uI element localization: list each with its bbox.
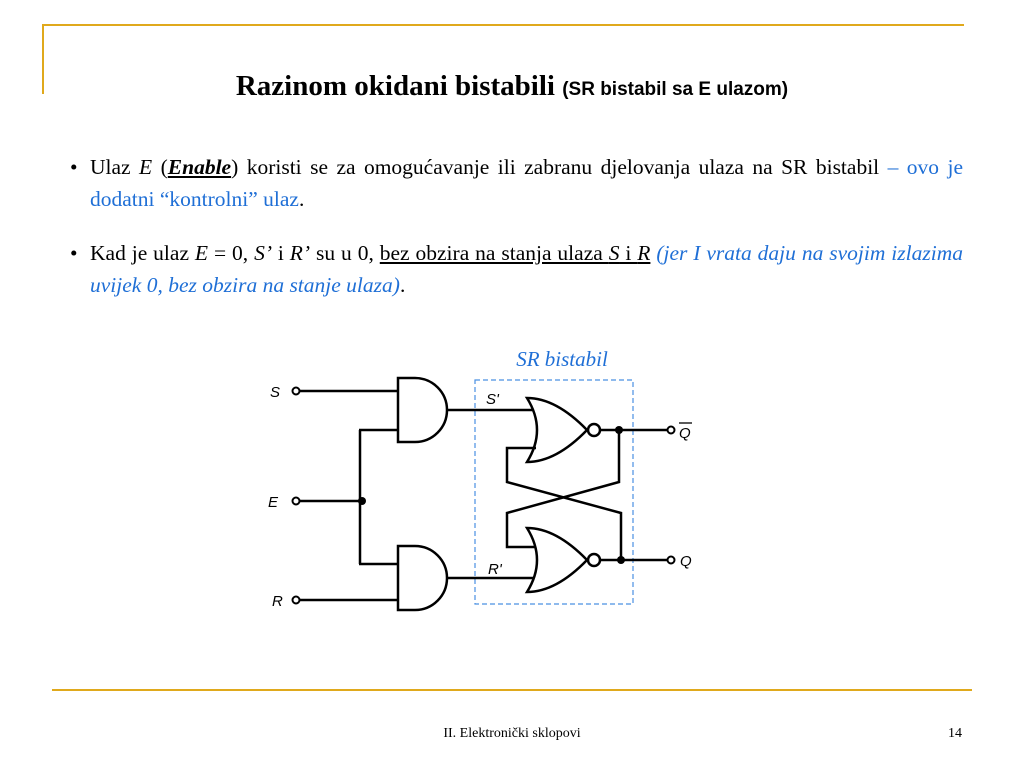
highlight-control-input: – ovo je dodatni “kontrolni” ulaz — [90, 155, 963, 211]
text-run: . — [298, 187, 305, 211]
terminal-s — [293, 388, 300, 395]
sr-latch-diagram — [250, 340, 730, 630]
text-run: . — [399, 273, 406, 297]
nor-gate-bottom — [527, 528, 587, 592]
symbol-r: R — [637, 241, 651, 265]
underlined-phrase — [380, 241, 651, 265]
symbol-r-prime: R’ — [289, 241, 311, 265]
symbol-s: S — [608, 241, 620, 265]
nor-top-bubble — [588, 424, 600, 436]
diagram-label: SR bistabil — [516, 347, 608, 371]
page-number: 14 — [948, 726, 962, 741]
nor-bottom-bubble — [588, 554, 600, 566]
junction-dot-e — [358, 497, 366, 505]
label-q: Q — [680, 553, 692, 570]
text-run: i — [271, 241, 290, 265]
title-subtitle: (SR bistabil sa E ulazom) — [562, 79, 789, 100]
symbol-s-prime: S’ — [254, 241, 272, 265]
bullet-e-zero — [70, 237, 963, 301]
label-e: E — [268, 494, 279, 511]
terminal-e — [293, 498, 300, 505]
label-r-prime: R' — [488, 561, 502, 578]
bullet-marker: • — [70, 241, 78, 265]
terminal-r — [293, 597, 300, 604]
label-s: S — [270, 384, 281, 401]
and-gate-top — [398, 378, 447, 442]
terminal-q — [668, 557, 675, 564]
label-qbar: Q — [679, 425, 691, 442]
slide-title — [0, 70, 1024, 103]
text-run: i — [619, 241, 638, 265]
symbol-e: E — [194, 241, 209, 265]
text-run: ( — [152, 155, 168, 179]
text-run: Ulaz — [90, 155, 140, 179]
corner-accent-horizontal — [42, 24, 964, 26]
title-main: Razinom okidani bistabili — [235, 70, 555, 102]
text-run: bez obzira na stanja ulaza — [379, 241, 609, 265]
highlight-explanation: (jer I vrata daju na svojim izlazima uvijek 0, bez obzira na stanje ulaza) — [90, 241, 963, 297]
terminal-qbar — [668, 427, 675, 434]
and-gate-bottom — [398, 546, 447, 610]
bullet-enable-input — [70, 151, 963, 215]
label-s-prime: S' — [486, 391, 499, 408]
junction-dot-qbar — [615, 426, 623, 434]
term-enable: Enable — [167, 155, 232, 179]
nor-gate-top — [527, 398, 587, 462]
label-r: R — [272, 593, 283, 610]
footer-divider — [52, 689, 972, 691]
junction-dot-q — [617, 556, 625, 564]
bullet-marker: • — [70, 155, 78, 179]
footer-text: II. Elektronički sklopovi — [443, 726, 581, 741]
text-run: ) koristi se za omogućavanje ili zabranu djelovanja ulaza na SR bistabil — [231, 155, 888, 179]
wire-feedback-q — [507, 448, 621, 560]
text-run: su u 0, — [310, 241, 380, 265]
symbol-e: E — [139, 155, 153, 179]
text-run: = 0, — [208, 241, 255, 265]
text-run: Kad je ulaz — [90, 241, 195, 265]
